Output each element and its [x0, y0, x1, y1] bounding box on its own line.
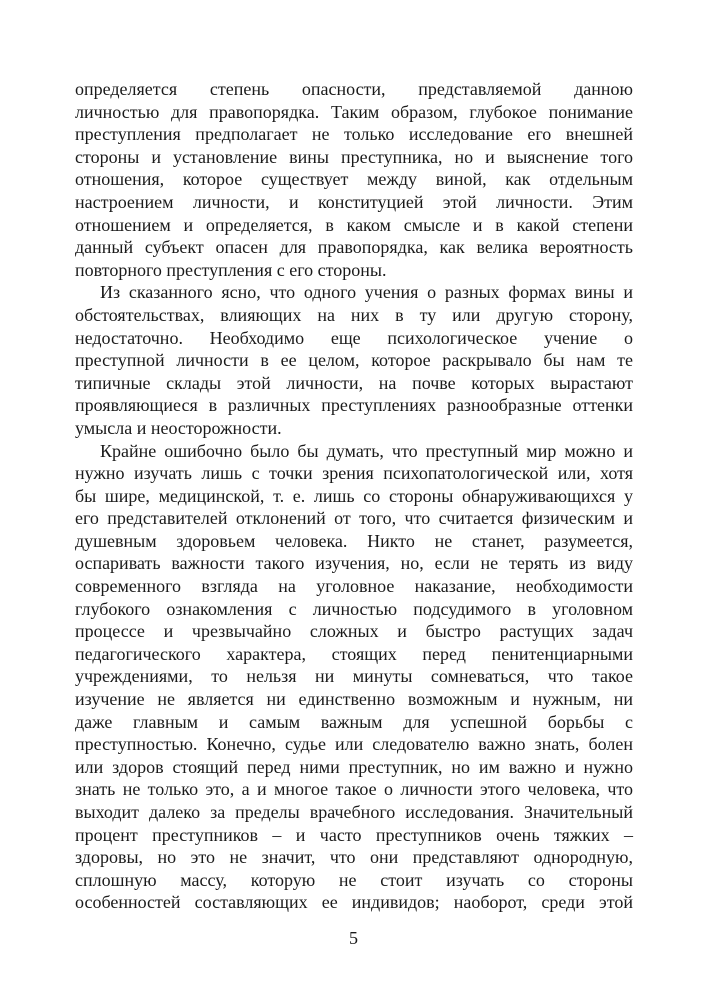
text-line: оспаривать важности такого изучения, но, если не терять из виду [75, 553, 633, 574]
paragraph [75, 440, 633, 914]
text-line: данный субъект опасен для правопорядка, как велика вероятность [75, 237, 633, 258]
text-line: недостаточно. Необходимо еще психологическое учение о [75, 327, 633, 348]
text-line: здоровы, но это не значит, что они представляют однородную, [75, 847, 633, 868]
text-line: процессе и чрезвычайно сложных и быстро растущих задач [75, 621, 633, 642]
paragraph [75, 78, 633, 281]
text-line: нужно изучать лишь с точки зрения психопатологической или, хотя [75, 463, 633, 484]
text-line: повторного преступления с его стороны. [75, 259, 387, 280]
text-line: глубокого ознакомления с личностью подсудимого в уголовном [75, 598, 633, 619]
text-line: или здоров стоящий перед ними преступник, но им важно и нужно [75, 756, 633, 777]
text-line: преступления предполагает не только исследование его внешней [75, 124, 633, 145]
text-line: педагогического характера, стоящих перед пенитенциарными [75, 643, 633, 664]
text-line: знать не только это, а и многое такое о личности этого человека, что [75, 779, 633, 800]
text-line: проявляющиеся в различных преступлениях разнообразные оттенки [75, 395, 633, 416]
page-body [75, 78, 633, 914]
text-line: обстоятельствах, влияющих на них в ту или другую сторону, [75, 304, 633, 325]
text-line: процент преступников – и часто преступников очень тяжких – [75, 824, 633, 845]
text-line: даже главным и самым важным для успешной борьбы с [75, 711, 633, 732]
text-line: отношения, которое существует между виной, как отдельным [75, 169, 633, 190]
text-line: преступностью. Конечно, судье или следователю важно знать, болен [75, 734, 633, 755]
text-line: типичные склады этой личности, на почве которых вырастают [75, 372, 633, 393]
text-line: определяется степень опасности, представляемой данною [75, 79, 633, 99]
text-line: душевным здоровьем человека. Никто не станет, разумеется, [75, 530, 633, 551]
text-line: Из сказанного ясно, что одного учения о разных формах вины и [100, 282, 633, 303]
text-line: преступной личности в ее целом, которое раскрывало бы нам те [75, 350, 633, 371]
text-line: учреждениями, то нельзя ни минуты сомневаться, что такое [75, 666, 633, 687]
text-line: особенностей составляющих ее индивидов; наоборот, среди этой [75, 892, 633, 913]
text-line: бы шире, медицинской, т. е. лишь со стороны обнаруживающихся у [75, 485, 633, 506]
text-line: изучение не является ни единственно возможным и нужным, ни [75, 689, 633, 710]
text-line: личностью для правопорядка. Таким образом, глубокое понимание [75, 101, 633, 122]
text-line: выходит далеко за пределы врачебного исследования. Значительный [75, 802, 633, 822]
text-line: отношением и определяется, в каком смысле и в какой степени [75, 214, 633, 235]
page-number: 5 [349, 928, 358, 948]
text-line: сплошную массу, которую не стоит изучать со стороны [75, 869, 633, 890]
paragraph [75, 281, 633, 439]
text-line: умысла и неосторожности. [75, 417, 282, 438]
text-line: Крайне ошибочно было бы думать, что преступный мир можно и [100, 440, 633, 461]
text-line: современного взгляда на уголовное наказание, необходимости [75, 576, 633, 597]
text-line: настроением личности, и конституцией этой личности. Этим [75, 191, 633, 212]
text-line: его представителей отклонений от того, что считается физическим и [75, 508, 633, 529]
text-line: стороны и установление вины преступника, но и выяснение того [75, 146, 633, 167]
